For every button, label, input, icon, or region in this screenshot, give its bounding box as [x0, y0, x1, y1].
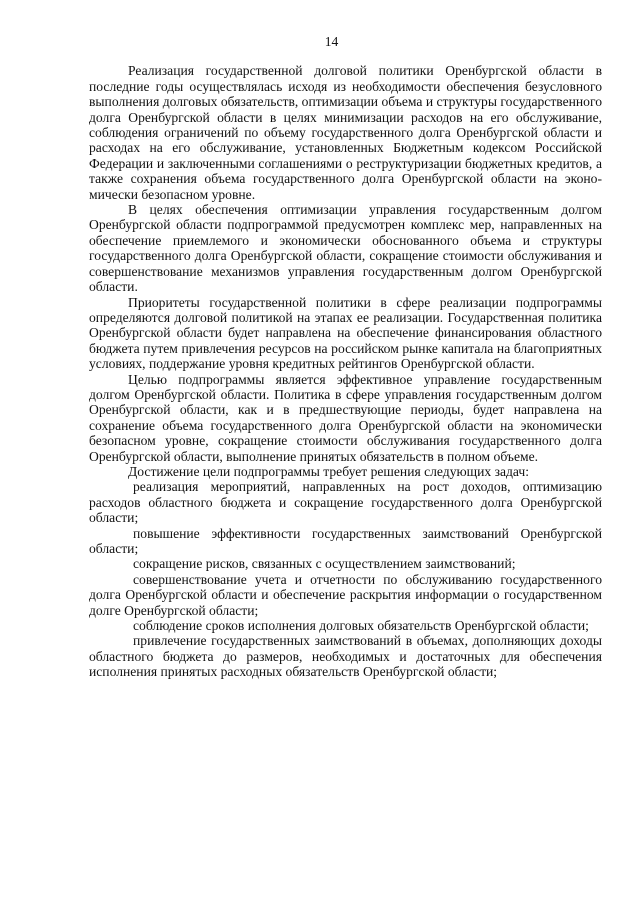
paragraph-debt-policy-implementation: Реализация государственной долговой политики Оренбургской области в последние годы осуществлялась исходя из необходимости обеспечения безусловного выполнения долговых обязательств, оптимизации объема и структуры государственного долга Оренбургской области в целях минимизации расходов на его обслуживание, соблюдения ограничений по объему государственного долга Оренбургской области и расходах на его обслуживание, установленных Бюджетным кодексом Российской Федерации и заключенными соглашениями о реструктуризации бюджетных кредитов, а также сохранения объема государственного долга Оренбургской области на экономически безопасном уровне. [89, 63, 603, 202]
paragraph-policy-priorities: Приоритеты государственной политики в сфере реализации подпрограммы определяются долговой политикой на этапах ее реализации. Государственная политика Оренбургской области будет направлена на обеспечение финансирования областного бюджета путем привлечения ресурсов на российском рынке капитала на благоприятных условиях, поддержание уровня кредитных рейтингов Оренбургской области. [89, 294, 602, 372]
task-item: совершенствование учета и отчетности по обслуживанию государственного долга Оренбургской области и обеспечение раскрытия информации о государственном долге Оренбургской области; [89, 571, 602, 618]
task-item: сокращение рисков, связанных с осуществлением заимствований; [133, 556, 516, 572]
task-item: соблюдение сроков исполнения долговых обязательств Оренбургской области; [133, 618, 589, 634]
task-item: реализация мероприятий, направленных на рост доходов, оптимизацию расходов областного бюджета и сокращение государственного долга Оренбургской области; [89, 479, 602, 526]
paragraph-subprogram-goal: Целью подпрограммы является эффективное управление государственным долгом Оренбургской области. Политика в сфере управления государственным долгом Оренбургской области, как и в предшествующие периоды, будет направлена на сохранение объема государственного долга Оренбургской области на экономически безопасном уровне, сокращение стоимости обслуживания государственного долга Оренбургской области, выполнение принятых обязательств в полном объеме. [89, 371, 602, 464]
page-number: 14 [324, 34, 339, 49]
paragraph-debt-management-optimization: В целях обеспечения оптимизации управления государственным долгом Оренбургской области подпрограммой предусмотрен комплекс мер, направленных на обеспечение приемлемого и экономически обоснованного объема и структуры государственного долга Оренбургской области, сокращение стоимости обслуживания и совершенствование механизмов управления государственным долгом Оренбургской области. [89, 202, 602, 295]
task-item: повышение эффективности государственных заимствований Оренбургской области; [89, 525, 602, 556]
paragraph-tasks-intro: Достижение цели подпрограммы требует решения следующих задач: [128, 463, 530, 479]
task-item: привлечение государственных заимствований в объемах, дополняющих доходы областного бюджета до размеров, необходимых и достаточных для обеспечения исполнения принятых расходных обязательств Оренбургской области; [89, 633, 602, 680]
